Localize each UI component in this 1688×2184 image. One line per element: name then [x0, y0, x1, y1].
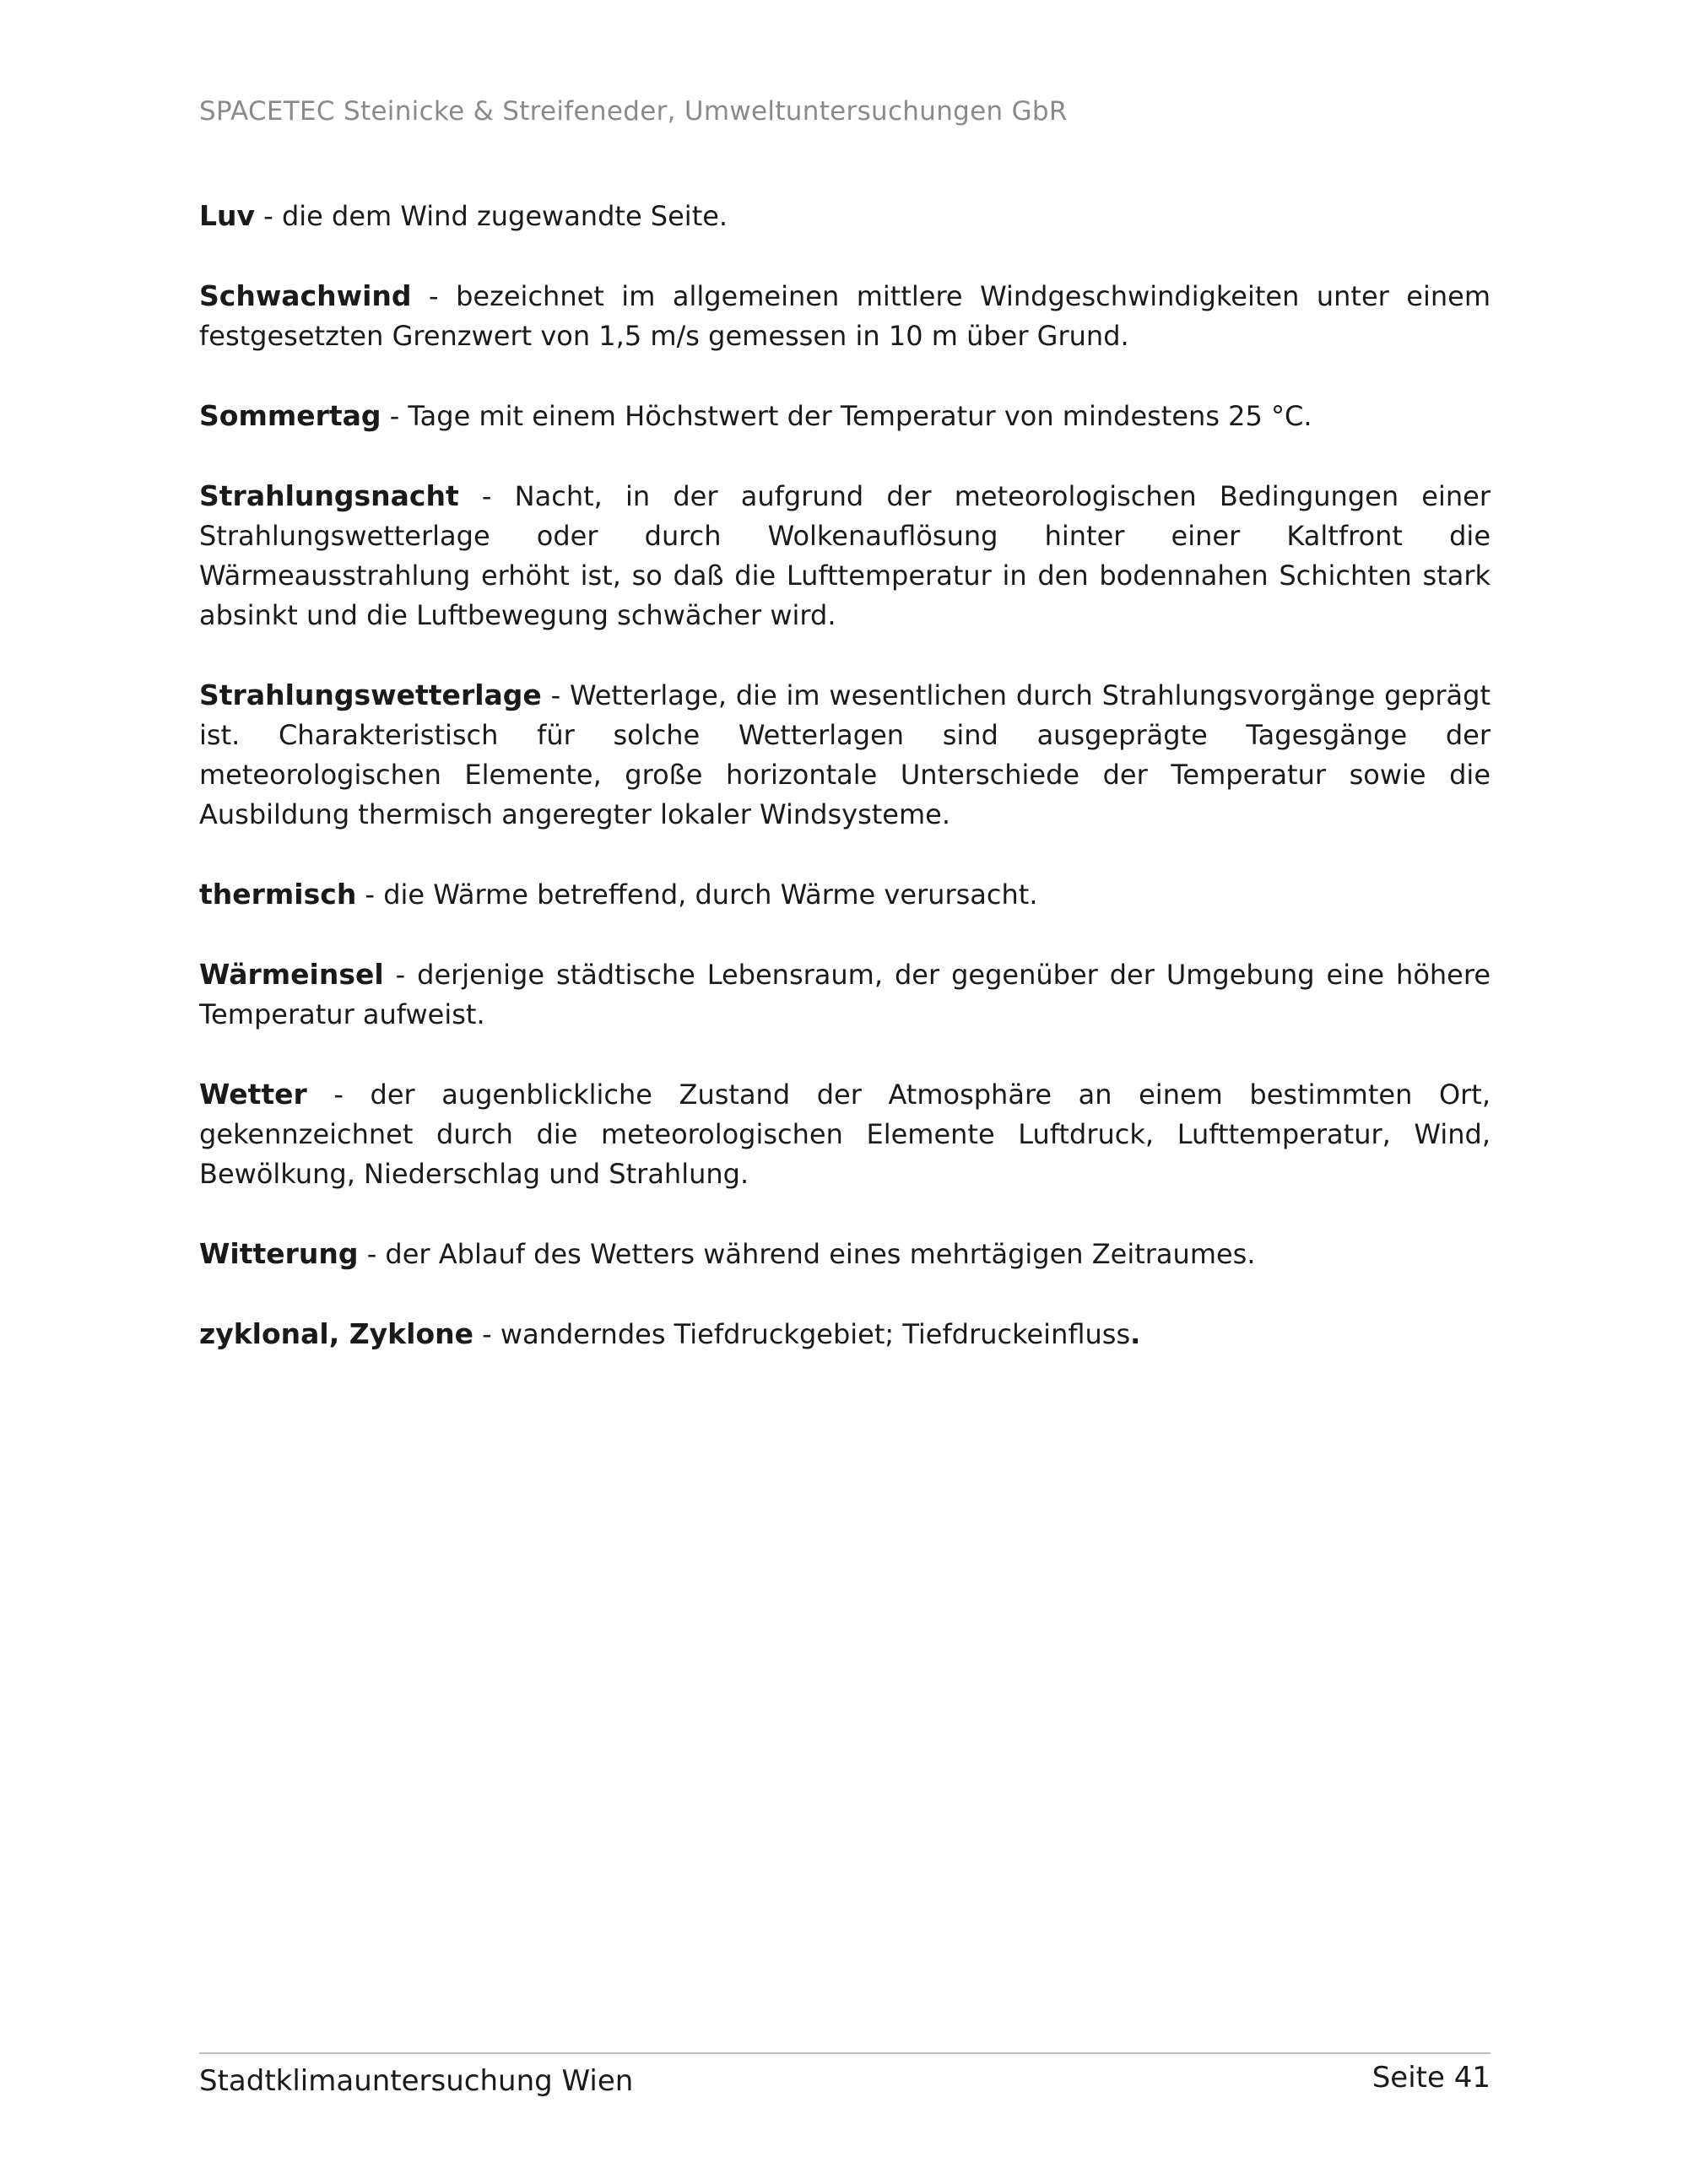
final-period: . [1130, 1318, 1141, 1350]
glossary-entry-luv [199, 196, 1491, 236]
term-separator: - [255, 200, 282, 232]
glossary-term: Sommertag [199, 399, 381, 432]
term-separator: - [381, 400, 408, 432]
glossary-entry-strahlungswetterlage [199, 675, 1491, 835]
term-separator: - [358, 1238, 386, 1270]
glossary-definition: die Wärme betreffend, durch Wärme verursacht. [383, 878, 1038, 911]
term-separator: - [383, 959, 418, 991]
page-header: SPACETEC Steinicke & Streifeneder, Umweltuntersuchungen GbR [199, 96, 1068, 127]
glossary-term: Witterung [199, 1237, 359, 1270]
glossary-entry-strahlungsnacht [199, 476, 1491, 635]
term-separator: - [541, 679, 570, 711]
glossary-entry-wetter [199, 1074, 1491, 1194]
glossary-term: Luv [199, 199, 256, 232]
glossary-definition: die dem Wind zugewandte Seite. [281, 200, 728, 232]
glossary-entry-witterung [199, 1234, 1491, 1274]
glossary-term: Strahlungswetterlage [199, 678, 542, 711]
glossary-term: Schwachwind [199, 279, 412, 312]
term-separator: - [411, 280, 457, 312]
glossary-entry-thermisch [199, 874, 1491, 915]
glossary-definition: der augenblickliche Zustand der Atmosphäre an einem bestimmten Ort, gekennzeichnet durch die meteorologischen Elemente Luftdruck, Lufttemperatur, Wind, Bewölkung, Niederschlag und Strahlung. [199, 1078, 1491, 1190]
glossary-definition: Wetterlage, die im wesentlichen durch Strahlungsvorgänge geprägt ist. Charakteristisch für solche Wetterlagen sind ausgeprägte Tagesgänge der meteorologischen Elemente, große horizontale Unterschiede der Temperatur sowie die Ausbildung thermisch angeregter lokaler Windsysteme. [199, 679, 1491, 830]
glossary-definition: Nacht, in der aufgrund der meteorologischen Bedingungen einer Strahlungswetterlage oder durch Wolkenauflösung hinter einer Kaltfront die Wärmeausstrahlung erhöht ist, so daß die Lufttemperatur in den bodennahen Schichten stark absinkt und die Luftbewegung schwächer wird. [199, 480, 1491, 631]
glossary-definition: wanderndes Tiefdruckgebiet; Tiefdruckeinfluss [500, 1318, 1131, 1350]
glossary-term: Wetter [199, 1078, 307, 1111]
glossary-definition: bezeichnet im allgemeinen mittlere Windgeschwindigkeiten unter einem festgesetzten Grenzwert von 1,5 m/s gemessen in 10 m über Grund. [199, 280, 1491, 352]
glossary [199, 196, 1491, 1354]
glossary-term: Wärmeinsel [199, 958, 384, 991]
footer-divider [199, 2052, 1491, 2054]
term-separator: - [458, 480, 515, 512]
glossary-definition: derjenige städtische Lebensraum, der gegenüber der Umgebung eine höhere Temperatur aufweist. [199, 959, 1491, 1030]
glossary-definition: Tage mit einem Höchstwert der Temperatur von mindestens 25 °C. [408, 400, 1312, 432]
glossary-entry-waermeinsel [199, 954, 1491, 1035]
term-separator: - [306, 1078, 371, 1111]
glossary-term: zyklonal, Zyklone [199, 1317, 473, 1350]
term-separator: - [356, 878, 384, 911]
glossary-term: thermisch [199, 878, 357, 911]
footer-document-title: Stadtklimauntersuchung Wien [199, 2064, 634, 2098]
term-separator: - [473, 1318, 500, 1350]
glossary-definition: der Ablauf des Wetters während eines mehrtägigen Zeitraumes. [385, 1238, 1256, 1270]
page-number: Seite 41 [1372, 2061, 1491, 2095]
glossary-entry-schwachwind [199, 276, 1491, 356]
glossary-entry-zyklonal [199, 1314, 1491, 1354]
glossary-term: Strahlungsnacht [199, 479, 459, 512]
glossary-entry-sommertag [199, 396, 1491, 436]
